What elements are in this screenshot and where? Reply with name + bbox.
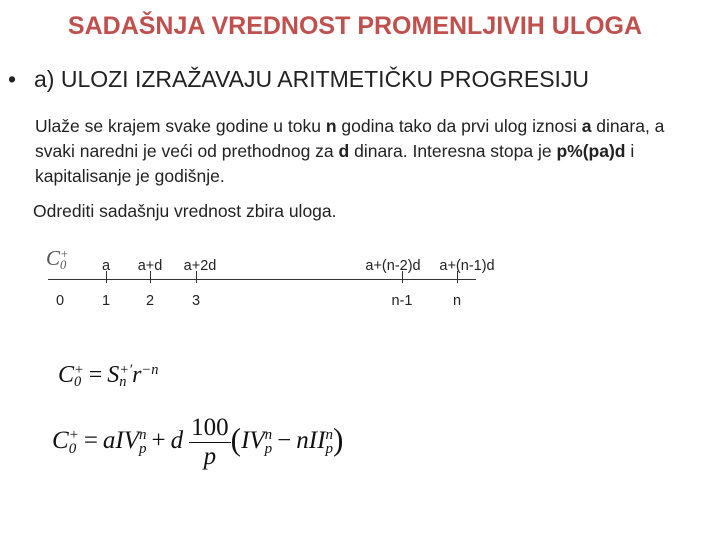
timeline-payment: a+(n-1)d: [439, 258, 495, 274]
para-text-2: godina tako da prvi ulog iznosi: [336, 116, 582, 136]
para-text-4: dinara. Interesna stopa je: [349, 141, 557, 161]
page-title: SADAŠNJA VREDNOST PROMENLJIVIH ULOGA: [67, 12, 643, 40]
timeline-axis: [48, 279, 476, 280]
timeline-c0-label: C + 0: [46, 246, 69, 273]
bullet-heading: [8, 66, 589, 93]
para-text-3: dinara, a svaki naredni je veći od prethodnog za: [35, 116, 665, 161]
timeline-payment: a+(n-2)d: [365, 258, 421, 274]
timeline-tick: [457, 271, 458, 283]
bullet-marker: •: [8, 66, 17, 92]
timeline-period: n-1: [391, 293, 413, 309]
timeline-tick: [106, 271, 107, 283]
problem-description: [35, 114, 695, 189]
para-a: a: [581, 116, 592, 136]
timeline-tick: [196, 271, 197, 283]
formula-present-value-1: C + 0 = S +′ n $r^{-n}$: [58, 361, 159, 391]
timeline-payment: a+d: [137, 258, 163, 274]
timeline-period: n: [452, 293, 462, 309]
para-text-5: i kapitalisanje je godišnje.: [35, 141, 635, 186]
timeline-period: 1: [101, 293, 111, 309]
timeline-payment: a: [101, 258, 111, 274]
formula-present-value-2: C + 0 = aIV n p + d $\frac{100}{p}$ (IV n p − nII n p ): [52, 414, 344, 470]
timeline-period: 2: [145, 293, 155, 309]
timeline-tick: [150, 271, 151, 283]
para-n: n: [325, 116, 337, 136]
timeline-tick: [402, 271, 403, 283]
timeline-payment: a+2d: [183, 258, 217, 274]
timeline-period: 0: [55, 293, 65, 309]
para-text-1: Ulaže se krajem svake godine u toku: [35, 116, 326, 136]
bullet-text: a) ULOZI IZRAŽAVAJU ARITMETIČKU PROGRESIJU: [34, 66, 590, 92]
timeline-period: 3: [191, 293, 201, 309]
para-rate: p%(pa)d: [556, 141, 626, 161]
task-text: Odrediti sadašnju vrednost zbira uloga.: [33, 201, 337, 221]
para-d: d: [338, 141, 350, 161]
